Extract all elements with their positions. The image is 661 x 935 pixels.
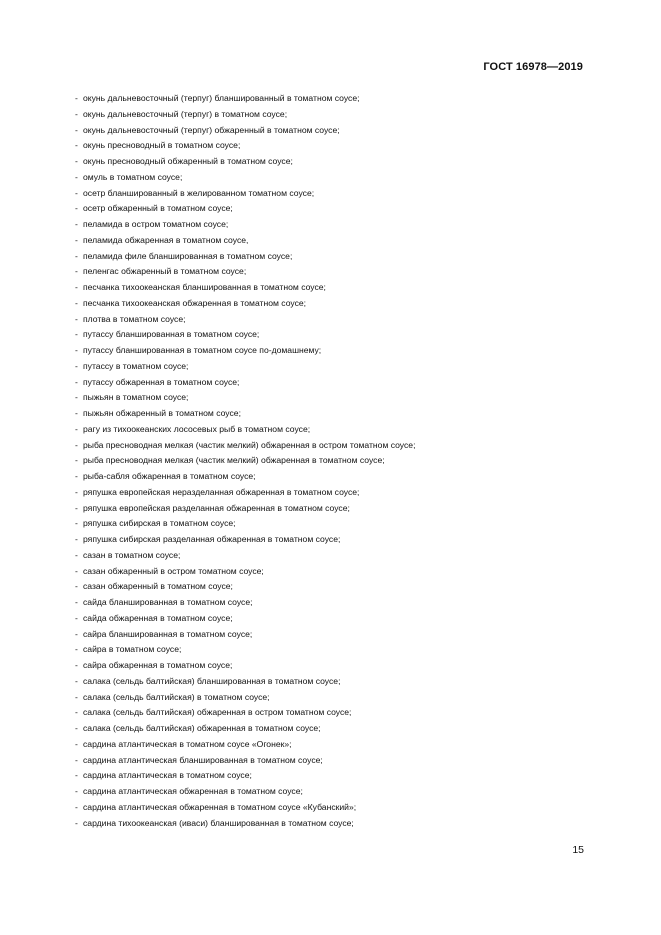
list-item-text: салака (сельдь балтийская) обжаренная в томатном соусе; bbox=[83, 723, 321, 733]
list-item-text: плотва в томатном соусе; bbox=[83, 313, 186, 324]
list-item-text: песчанка тихоокеанская бланшированная в томатном соусе; bbox=[83, 282, 326, 292]
list-item-text: сайда обжаренная в томатном соусе; bbox=[83, 612, 233, 623]
list-item-text: пыжьян обжаренный в томатном соусе; bbox=[83, 408, 241, 418]
list-bullet: - bbox=[75, 282, 78, 292]
list-item bbox=[75, 170, 595, 186]
list-item-text: рагу из тихоокеанских лососевых рыб в томатном соусе; bbox=[83, 423, 311, 434]
list-item bbox=[75, 296, 595, 312]
list-item bbox=[75, 107, 595, 123]
list-item-text: путассу бланшированная в томатном соусе по-домашнему; bbox=[83, 345, 322, 355]
list-item bbox=[75, 422, 595, 438]
list-item bbox=[75, 737, 595, 753]
list-item bbox=[75, 123, 595, 139]
list-bullet: - bbox=[75, 691, 78, 702]
list-item bbox=[75, 784, 595, 800]
list-bullet: - bbox=[75, 534, 78, 544]
list-bullet: - bbox=[75, 108, 78, 119]
product-list bbox=[75, 91, 595, 831]
list-item-text: салака (сельдь балтийская) обжаренная в остром томатном соусе; bbox=[83, 707, 352, 718]
page-number: 15 bbox=[572, 844, 584, 856]
list-bullet: - bbox=[75, 660, 78, 670]
list-item bbox=[75, 579, 595, 595]
list-item-text: сазан обжаренный в томатном соусе; bbox=[83, 581, 233, 592]
list-item bbox=[75, 406, 595, 422]
list-item bbox=[75, 548, 595, 564]
list-bullet: - bbox=[75, 266, 78, 277]
list-item bbox=[75, 359, 595, 375]
list-item-text: сазан в томатном соусе; bbox=[83, 549, 181, 560]
list-bullet: - bbox=[75, 628, 78, 639]
list-bullet: - bbox=[75, 408, 78, 418]
list-item bbox=[75, 91, 595, 107]
list-bullet: - bbox=[75, 360, 78, 371]
list-item bbox=[75, 595, 595, 611]
list-item-text: пеламида в остром томатном соусе; bbox=[83, 219, 229, 229]
list-item-text: омуль в томатном соусе; bbox=[83, 171, 183, 182]
list-item bbox=[75, 768, 595, 784]
list-item-text: окунь дальневосточный (терпуг) в томатном соусе; bbox=[83, 108, 288, 119]
list-item-text: салака (сельдь балтийская) бланшированная в томатном соусе; bbox=[83, 675, 341, 686]
list-bullet: - bbox=[75, 486, 78, 497]
list-bullet: - bbox=[75, 392, 78, 403]
list-item-text: сайра обжаренная в томатном соусе; bbox=[83, 660, 233, 670]
list-item-text: ряпушка европейская разделанная обжаренная в томатном соусе; bbox=[83, 502, 350, 513]
list-bullet: - bbox=[75, 723, 78, 733]
list-bullet: - bbox=[75, 612, 78, 623]
list-item-text: осетр обжаренный в томатном соусе; bbox=[83, 203, 233, 214]
list-bullet: - bbox=[75, 471, 78, 481]
list-item bbox=[75, 674, 595, 690]
list-item-text: сардина тихоокеанская (иваси) бланшированная в томатном соусе; bbox=[83, 817, 354, 828]
list-item bbox=[75, 485, 595, 501]
list-bullet: - bbox=[75, 581, 78, 592]
list-item bbox=[75, 438, 595, 454]
list-bullet: - bbox=[75, 786, 78, 796]
list-bullet: - bbox=[75, 518, 78, 529]
list-bullet: - bbox=[75, 124, 78, 135]
list-item-text: рыба-сабля обжаренная в томатном соусе; bbox=[83, 471, 256, 481]
list-item bbox=[75, 249, 595, 265]
list-item bbox=[75, 280, 595, 296]
document-header-standard: ГОСТ 16978—2019 bbox=[483, 61, 583, 73]
list-item-text: сардина атлантическая обжаренная в томатном соусе «Кубанский»; bbox=[83, 801, 357, 812]
list-bullet: - bbox=[75, 597, 78, 607]
list-item-text: песчанка тихоокеанская обжаренная в томатном соусе; bbox=[83, 297, 307, 308]
list-item-text: сардина атлантическая в томатном соусе «Огонек»; bbox=[83, 738, 292, 749]
list-item bbox=[75, 721, 595, 737]
list-item-text: сардина атлантическая в томатном соусе; bbox=[83, 770, 252, 781]
list-item-text: ряпушка сибирская в томатном соусе; bbox=[83, 518, 236, 529]
list-bullet: - bbox=[75, 423, 78, 434]
list-item-text: ряпушка европейская неразделанная обжаренная в томатном соусе; bbox=[83, 486, 360, 497]
list-bullet: - bbox=[75, 250, 78, 261]
list-bullet: - bbox=[75, 376, 78, 387]
list-bullet: - bbox=[75, 754, 78, 765]
list-bullet: - bbox=[75, 817, 78, 828]
list-item bbox=[75, 233, 595, 249]
list-item bbox=[75, 690, 595, 706]
list-item bbox=[75, 627, 595, 643]
list-item-text: путассу в томатном соусе; bbox=[83, 360, 189, 371]
list-item bbox=[75, 816, 595, 832]
list-item-text: пеламида филе бланшированная в томатном соусе; bbox=[83, 250, 293, 261]
list-bullet: - bbox=[75, 549, 78, 560]
list-item bbox=[75, 516, 595, 532]
list-item-text: пеленгас обжаренный в томатном соусе; bbox=[83, 266, 247, 277]
list-item-text: сардина атлантическая бланшированная в томатном соусе; bbox=[83, 754, 323, 765]
list-item bbox=[75, 138, 595, 154]
list-bullet: - bbox=[75, 770, 78, 781]
list-bullet: - bbox=[75, 187, 78, 198]
list-item-text: окунь пресноводный обжаренный в томатном соусе; bbox=[83, 156, 293, 166]
list-bullet: - bbox=[75, 234, 78, 245]
list-item-text: путассу бланшированная в томатном соусе; bbox=[83, 329, 260, 340]
list-item bbox=[75, 611, 595, 627]
list-item-text: окунь дальневосточный (терпуг) обжаренный в томатном соусе; bbox=[83, 124, 340, 135]
list-item bbox=[75, 217, 595, 233]
list-bullet: - bbox=[75, 675, 78, 686]
list-bullet: - bbox=[75, 455, 78, 466]
list-bullet: - bbox=[75, 565, 78, 576]
list-item bbox=[75, 312, 595, 328]
list-item bbox=[75, 753, 595, 769]
list-item-text: путассу обжаренная в томатном соусе; bbox=[83, 376, 240, 387]
list-item bbox=[75, 264, 595, 280]
list-bullet: - bbox=[75, 297, 78, 308]
list-item-text: сазан обжаренный в остром томатном соусе; bbox=[83, 565, 264, 576]
list-item-text: ряпушка сибирская разделанная обжаренная в томатном соусе; bbox=[83, 534, 341, 544]
list-item-text: окунь пресноводный в томатном соусе; bbox=[83, 140, 241, 151]
list-item bbox=[75, 564, 595, 580]
list-bullet: - bbox=[75, 329, 78, 340]
list-item-text: сайра в томатном соусе; bbox=[83, 644, 182, 655]
list-bullet: - bbox=[75, 203, 78, 214]
list-bullet: - bbox=[75, 140, 78, 151]
list-bullet: - bbox=[75, 345, 78, 355]
list-bullet: - bbox=[75, 738, 78, 749]
list-bullet: - bbox=[75, 93, 78, 103]
list-bullet: - bbox=[75, 707, 78, 718]
list-item bbox=[75, 501, 595, 517]
list-bullet: - bbox=[75, 171, 78, 182]
list-bullet: - bbox=[75, 313, 78, 324]
list-item-text: салака (сельдь балтийская) в томатном соусе; bbox=[83, 691, 270, 702]
list-item bbox=[75, 186, 595, 202]
list-item bbox=[75, 469, 595, 485]
list-item-text: сайра бланшированная в томатном соусе; bbox=[83, 628, 253, 639]
list-bullet: - bbox=[75, 156, 78, 166]
list-item-text: сардина атлантическая обжаренная в томатном соусе; bbox=[83, 786, 303, 796]
list-bullet: - bbox=[75, 644, 78, 655]
list-item bbox=[75, 390, 595, 406]
list-item-text: сайда бланшированная в томатном соусе; bbox=[83, 597, 253, 607]
list-item-text: рыба пресноводная мелкая (частик мелкий) обжаренная в томатном соусе; bbox=[83, 455, 385, 466]
list-item bbox=[75, 453, 595, 469]
list-item bbox=[75, 154, 595, 170]
list-item bbox=[75, 800, 595, 816]
list-item bbox=[75, 658, 595, 674]
list-item bbox=[75, 327, 595, 343]
list-item bbox=[75, 705, 595, 721]
list-item bbox=[75, 642, 595, 658]
list-item bbox=[75, 532, 595, 548]
list-item-text: осетр бланшированный в желированном томатном соусе; bbox=[83, 187, 315, 198]
list-item-text: пеламида обжаренная в томатном соусе, bbox=[83, 234, 249, 245]
list-item-text: рыба пресноводная мелкая (частик мелкий) обжаренная в остром томатном соусе; bbox=[83, 439, 416, 450]
list-item bbox=[75, 375, 595, 391]
list-bullet: - bbox=[75, 801, 78, 812]
list-bullet: - bbox=[75, 439, 78, 450]
list-bullet: - bbox=[75, 502, 78, 513]
list-item bbox=[75, 343, 595, 359]
list-item bbox=[75, 201, 595, 217]
list-item-text: пыжьян в томатном соусе; bbox=[83, 392, 189, 403]
list-item-text: окунь дальневосточный (терпуг) бланшированный в томатном соусе; bbox=[83, 93, 360, 103]
list-bullet: - bbox=[75, 219, 78, 229]
